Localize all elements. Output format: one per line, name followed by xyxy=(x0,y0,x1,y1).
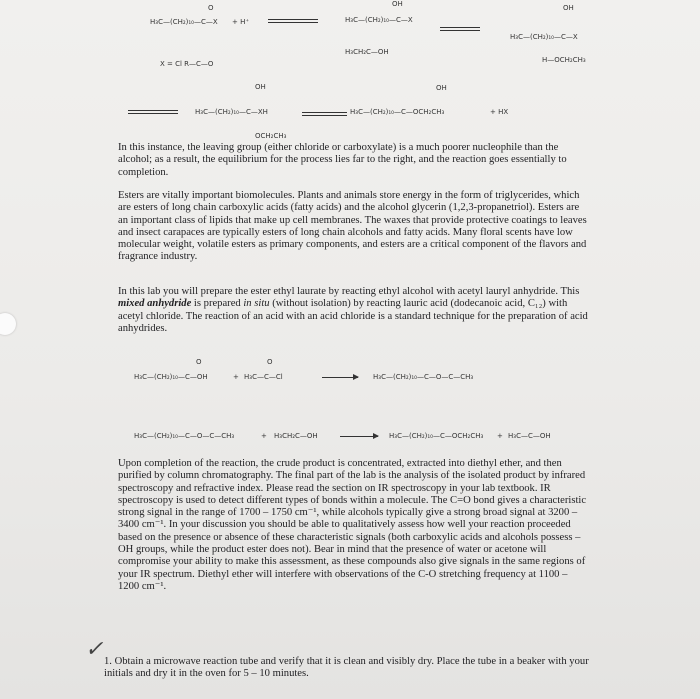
acid-o-label: O xyxy=(196,358,202,366)
intermediate-1: H₃C—(CH₂)₁₀—C—X xyxy=(345,16,413,24)
intermediate-2-ethoxy: H—OCH₂CH₃ xyxy=(542,56,586,64)
checkmark-icon: ✓ xyxy=(85,636,104,661)
carbonyl-o-label: O xyxy=(208,4,214,12)
reactant-acyl-x: H₃C—(CH₂)₁₀—C—X xyxy=(150,18,218,26)
equilibrium-arrow-1 xyxy=(268,17,318,25)
tetrahedral-ethoxy: OCH₂CH₃ xyxy=(255,132,287,140)
protonated-ester: H₃C—(CH₂)₁₀—C—OCH₂CH₃ xyxy=(350,108,445,116)
procedure-step-1: 1. Obtain a microwave reaction tube and verify that it is clean and visibly dry. Place the tube in a beaker with your initials and dry it in the oven for 5 – 10 minutes. xyxy=(104,656,589,680)
reaction-arrow-2 xyxy=(340,436,378,437)
hx-byproduct: + HX xyxy=(490,108,509,116)
mixed-anhydride-term: mixed anhydride xyxy=(118,298,192,310)
acetyl-chloride: H₃C—C—Cl xyxy=(244,373,283,381)
protonated-ester-oh: OH xyxy=(436,84,447,92)
intermediate-1-ethanol: H₃CH₂C—OH xyxy=(345,48,389,56)
plus-sign-1: + xyxy=(233,373,239,381)
paragraph-esters: Esters are vitally important biomolecules. Plants and animals store energy in the form of triglycerides, which are esters of long chain carboxylic acids (fatty acids) and the alcohol glycerin (1,2,3-propanetriol). Esters are an important class of lipids that make up cell membranes. The waxes that provide protective coatings to leaves and insect carapaces are typically esters of long chain alcohols and fatty acids. Many floral scents have low molecular weight, volatile esters as primary components, and esters are a critical component of the flavors and fragrance industry. xyxy=(118,190,587,263)
plus-sign-3: + xyxy=(497,432,503,440)
anhydride-reactant: H₃C—(CH₂)₁₀—C—O—C—CH₃ xyxy=(134,432,235,440)
acetyl-o-label: O xyxy=(267,358,273,366)
intermediate-2-oh: OH xyxy=(563,4,574,12)
mixed-anhydride: H₃C—(CH₂)₁₀—C—O—C—CH₃ xyxy=(373,373,474,381)
acetic-acid: H₃C—C—OH xyxy=(508,432,551,440)
lauric-acid: H₃C—(CH₂)₁₀—C—OH xyxy=(134,373,208,381)
equilibrium-arrow-2 xyxy=(440,25,480,33)
intermediate-2: H₃C—(CH₂)₁₀—C—X xyxy=(510,33,578,41)
reaction-arrow-1 xyxy=(322,377,358,378)
paragraph-lab-intro: In this lab you will prepare the ester ethyl laurate by reacting ethyl alcohol with acetyl lauryl anhydride. This mixed anhydride is prepared in situ (without isolation) by reacting lauric acid (dodecanoic acid, C₁₂) with acetyl chloride. The reaction of an acid with an acid chloride is a standard technique for the preparation of acid anhydrides. xyxy=(118,286,588,334)
step-number: 1. xyxy=(104,656,112,667)
paragraph-equilibrium: In this instance, the leaving group (either chloride or carboxylate) is a much poorer nucleophile than the alcohol; as a result, the equilibrium for the process lies far to the right, and the reaction goes essentially to completion. xyxy=(118,142,567,178)
tetrahedral-intermediate: H₃C—(CH₂)₁₀—C—XH xyxy=(195,108,268,116)
leaving-group-definition: X = Cl R—C—O xyxy=(160,60,214,68)
plus-sign-2: + xyxy=(261,432,267,440)
paragraph-ir-analysis: Upon completion of the reaction, the crude product is concentrated, extracted into diethyl ether, and then purified by column chromatography. The final part of the lab is the analysis of the isolated product by infrared spectroscopy and refractive index. Please read the section on IR spectroscopy in your lab textbook. IR spectroscopy is used to detect different types of bonds within a molecule. The C=O bond gives a characteristic strong signal in the range of 1700 – 1750 cm⁻¹, while alcohols typically give a strong broad signal at 3200 – 3400 cm⁻¹. In your discussion you should be able to qualitatively assess how well your reaction proceeded based on the presence or absence of these characteristic signals (both carboxylic acids and alcohols possess –OH groups, while the product ester does not). Bear in mind that the presence of water or acetone will compromise your ability to make this assessment, as these compounds also give signals in the same regions of your IR spectrum. Diethyl ether will interfere with observations of the C-O stretching frequency at 1100 – 1200 cm⁻¹. xyxy=(118,458,587,592)
binder-hole xyxy=(0,313,16,335)
tetrahedral-oh: OH xyxy=(255,83,266,91)
ethanol: H₃CH₂C—OH xyxy=(274,432,318,440)
intermediate-1-oh: OH xyxy=(392,0,403,8)
equilibrium-arrow-4 xyxy=(302,110,347,118)
ethyl-laurate: H₃C—(CH₂)₁₀—C—OCH₂CH₃ xyxy=(389,432,484,440)
equilibrium-arrow-3 xyxy=(128,108,178,116)
proton-plus: + H⁺ xyxy=(232,18,250,26)
